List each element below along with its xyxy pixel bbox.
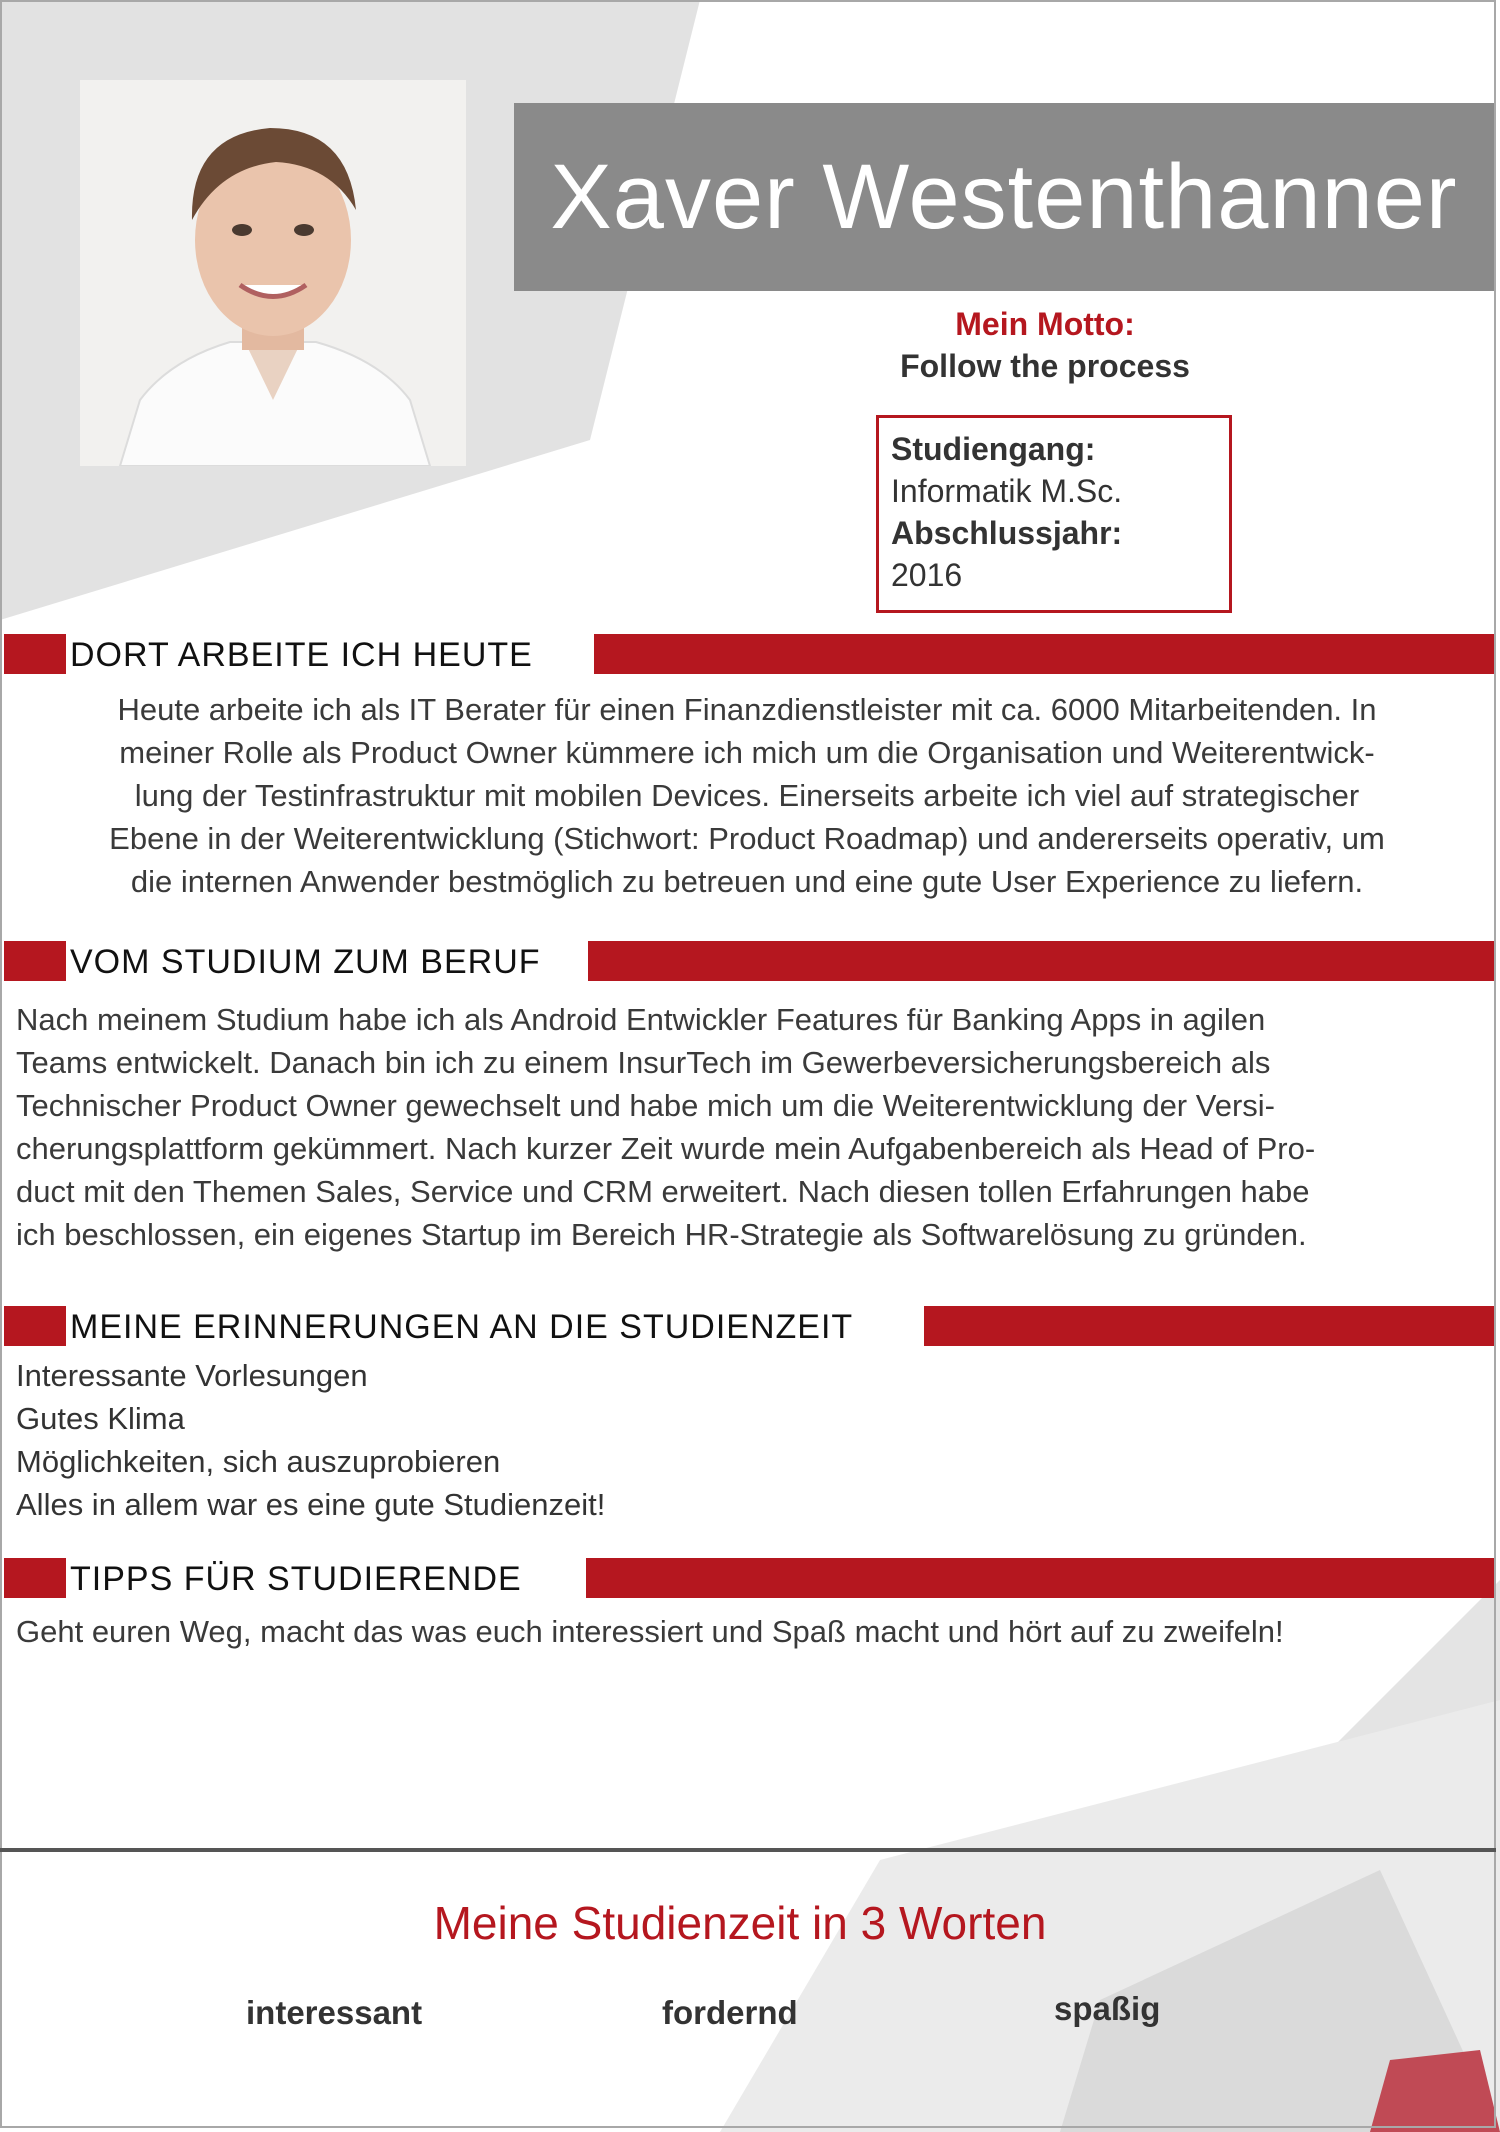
list-item: Möglichkeiten, sich auszuprobieren — [16, 1444, 501, 1479]
program-value: Informatik M.Sc. — [891, 473, 1123, 509]
section-bar-rest — [924, 1306, 1494, 1346]
work-paragraph — [16, 688, 1478, 903]
word-3: spaßig — [1054, 1990, 1161, 2027]
graduation-year-label: Abschlussjahr: — [891, 515, 1123, 551]
list-item: Alles in allem war es eine gute Studienzeit! — [16, 1487, 606, 1522]
motto-text: Follow the process — [900, 348, 1190, 384]
section-title-work: DORT ARBEITE ICH HEUTE — [66, 634, 539, 674]
section-title-tips: TIPPS FÜR STUDIERENDE — [66, 1558, 528, 1598]
list-item: Gutes Klima — [16, 1401, 185, 1436]
work-line: lung der Testinfrastruktur mit mobilen Devices. Einerseits arbeite ich viel auf strategischer — [134, 778, 1360, 813]
work-line: die internen Anwender bestmöglich zu betreuen und eine gute User Experience zu liefern. — [130, 864, 1364, 899]
career-line: cherungsplattform gekümmert. Nach kurzer Zeit wurde mein Aufgabenbereich als Head of Pro- — [16, 1131, 1316, 1166]
career-line: ich beschlossen, ein eigenes Startup im Bereich HR-Strategie als Softwarelösung zu gründen. — [16, 1217, 1307, 1252]
memories-list — [16, 1354, 605, 1526]
section-bar-stub — [4, 941, 66, 981]
career-line: Nach meinem Studium habe ich als Android Entwickler Features für Banking Apps in agilen — [16, 1002, 1266, 1037]
word-2: fordernd — [662, 1994, 798, 2031]
career-paragraph — [16, 998, 1478, 1256]
section-bar-rest — [588, 941, 1494, 981]
section-bar-stub — [4, 1558, 66, 1598]
section-title-memories: MEINE ERINNERUNGEN AN DIE STUDIENZEIT — [66, 1306, 859, 1346]
work-line: Ebene in der Weiterentwicklung (Stichwort: Product Roadmap) und andererseits operativ, um — [109, 821, 1385, 856]
name-banner — [514, 103, 1494, 291]
motto-label: Mein Motto: — [955, 306, 1135, 342]
portrait-photo — [80, 80, 466, 466]
section-bar-stub — [4, 634, 66, 674]
work-line: Heute arbeite ich als IT Berater für einen Finanzdienstleister mit ca. 6000 Mitarbeitenden. In — [117, 692, 1377, 727]
section-header-memories — [4, 1306, 1494, 1346]
person-name: Xaver Westenthanner — [550, 145, 1458, 248]
section-bar-rest — [586, 1558, 1494, 1598]
career-line: Technischer Product Owner gewechselt und habe mich um die Weiterentwicklung der Versi- — [16, 1088, 1275, 1123]
program-label: Studiengang: — [891, 431, 1096, 467]
section-header-work — [4, 634, 1494, 674]
career-line: Teams entwickelt. Danach bin ich zu einem InsurTech im Gewerbeversicherungsbereich als — [16, 1045, 1271, 1080]
section-header-career — [4, 941, 1494, 981]
career-line: duct mit den Themen Sales, Service und CRM erweitert. Nach diesen tollen Erfahrungen habe — [16, 1174, 1310, 1209]
section-bar-rest — [594, 634, 1494, 674]
section-title-career: VOM STUDIUM ZUM BERUF — [66, 941, 547, 981]
three-words-title: Meine Studienzeit in 3 Worten — [433, 1897, 1047, 1949]
list-item: Interessante Vorlesungen — [16, 1358, 368, 1393]
section-header-tips — [4, 1558, 1494, 1598]
study-info-box — [876, 415, 1232, 613]
section-bar-stub — [4, 1306, 66, 1346]
tips-paragraph: Geht euren Weg, macht das was euch interessiert und Spaß macht und hört auf zu zweifeln! — [16, 1614, 1284, 1649]
work-line: meiner Rolle als Product Owner kümmere ich mich um die Organisation und Weiterentwick- — [119, 735, 1375, 770]
graduation-year-value: 2016 — [891, 557, 963, 593]
footer-divider — [0, 1848, 1496, 1852]
word-1: interessant — [246, 1994, 423, 2031]
